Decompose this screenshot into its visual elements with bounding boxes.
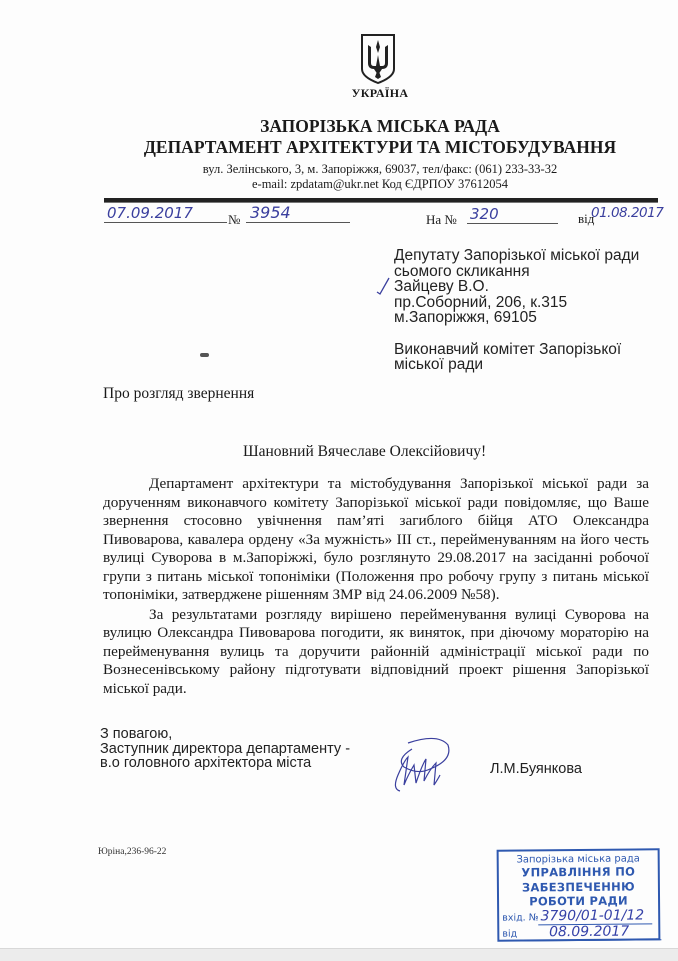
stamp-date-row	[502, 923, 661, 941]
handwritten-signature-icon	[378, 735, 458, 795]
copy-recipient-line: Виконавчий комітет Запорізької	[394, 340, 622, 358]
stamp-incoming-label: вхід. №	[502, 912, 539, 924]
letter-body	[103, 475, 649, 698]
trident-coat-of-arms-icon	[360, 33, 396, 85]
outgoing-date: 07.09.2017	[104, 204, 227, 223]
registration-stamp	[497, 848, 661, 941]
signer-name: Л.М.Буянкова	[490, 761, 582, 777]
closing-block	[100, 727, 350, 771]
stamp-department-line: ЗАБЕЗПЕЧЕННЮ	[521, 879, 635, 894]
position-title: Заступник директора департаменту -	[100, 740, 351, 757]
addressee-line: Зайцеву В.О.	[394, 278, 489, 295]
reply-to-label: На №	[426, 212, 457, 227]
executor-contact: Юріна,236-96-22	[98, 847, 167, 857]
reply-date-label: від	[578, 211, 595, 226]
header-divider	[104, 198, 658, 203]
stamp-council-name: Запорізька міська рада	[516, 853, 640, 866]
position-title: в.о головного архітектора міста	[100, 755, 312, 771]
stamp-incoming-number: 3790/01-01/12	[538, 907, 652, 925]
country-name: УКРАЇНА	[351, 86, 409, 100]
addressee-line: пр.Соборний, 206, к.315	[394, 293, 568, 311]
letter-greeting: Шановний Вячеславе Олексійовичу!	[243, 443, 487, 460]
number-label: №	[228, 212, 241, 227]
copy-recipient-line: міської ради	[394, 356, 484, 373]
check-mark-icon	[376, 277, 390, 295]
stamp-date: 08.09.2017	[517, 923, 661, 941]
spacer	[394, 326, 664, 342]
addressee-line: сьомого скликання	[394, 262, 530, 280]
stamp-department-line: УПРАВЛІННЯ ПО	[521, 864, 636, 880]
stamp-date-label: від	[502, 928, 518, 940]
stamp-department-line: РОБОТИ РАДИ	[529, 893, 628, 909]
organization-name: ЗАПОРІЗЬКА МІСЬКА РАДА	[260, 116, 500, 136]
closing-phrase: З повагою,	[100, 726, 173, 742]
addressee-block	[394, 248, 664, 373]
body-paragraph: Департамент архітектури та містобудування Запорізької міської ради за дорученням виконавчого комітету Запорізької міської ради повідомляє, що Ваше звернення стосовно увічнення пам’яті загиблого бійця АТО Олександра Пивоварова, кавалера ордену «За мужність» ІІІ ст., перейменуванням на його честь вулиці Суворова в м.Запоріжжі, було розглянуто 29.08.2017 на засіданні робочої групи з питань міської топоніміки (Положення про робочу групу з питань міської топоніміки, затверджене рішенням ЗМР від 24.06.2009 №58).	[103, 475, 649, 603]
letter-subject: Про розгляд звернення	[103, 385, 255, 402]
department-name: ДЕПАРТАМЕНТ АРХІТЕКТУРИ ТА МІСТОБУДУВАННЯ	[143, 137, 617, 157]
ink-spot	[200, 353, 209, 357]
reply-to-number: 320	[467, 205, 558, 224]
addressee-line: м.Запоріжжя, 69105	[394, 309, 537, 326]
address-line: вул. Зелінського, 3, м. Запоріжжя, 69037, тел/факс: (061) 233-33-32	[202, 162, 558, 176]
page-bottom-edge	[0, 948, 678, 961]
body-paragraph: За результатами розгляду вирішено перейменування вулиці Суворова на вулицю Олександра Пивоварова погодити, як виняток, при діючому мораторію на перейменування вулиць та доручити районній адміністрації міської ради по Вознесенівському району підготувати відповідний проект рішення Запорізької міської ради.	[103, 605, 649, 697]
reply-date: 01.08.2017	[591, 205, 664, 221]
outgoing-number: 3954	[246, 203, 350, 223]
addressee-line: Депутату Запорізької міської ради	[394, 247, 640, 264]
contact-line: e-mail: zpdatam@ukr.net Код ЄДРПОУ 37612054	[251, 177, 509, 191]
